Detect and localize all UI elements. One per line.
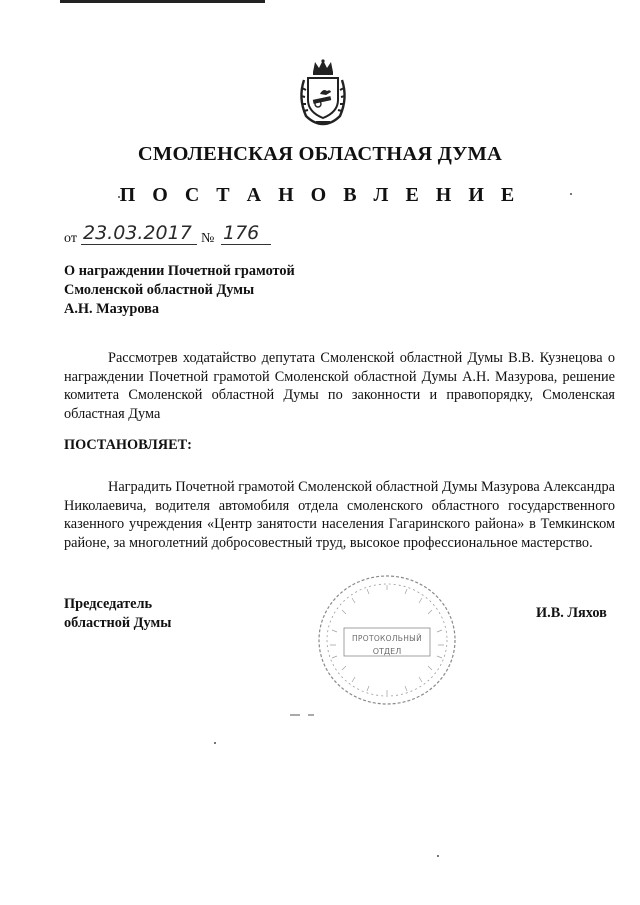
signature-scribble-icon: [288, 710, 338, 718]
date-prefix: от: [64, 231, 77, 246]
document-type-heading: П О С Т А Н О В Л Е Н И Е: [119, 184, 521, 206]
coat-of-arms-icon: [296, 58, 350, 128]
signer-position-line: Председатель: [64, 596, 153, 612]
subject-line: А.Н. Мазурова: [64, 301, 160, 317]
subject-block: [64, 262, 364, 319]
number-prefix: №: [201, 231, 215, 246]
preamble-text: Рассмотрев ходатайство депутата Смоленской областной Думы В.В. Кузнецова о награждении Почетной грамотой Смоленской областной Думы А.Н. Мазурова, решение комитета Смоленской областной Думы по законности и правопорядку, Смоленская областная Дума: [64, 350, 615, 422]
decision-text: Наградить Почетной грамотой Смоленской областной Думы Мазурова Александра Николаевича, водителя автомобиля отдела смоленского областного государственного казенного учреждения «Центр занятости населения Гагаринского района» в Темкинском районе, за многолетний добросовестный труд, высокое профессиональное мастерство.: [64, 479, 615, 551]
subject-line: Смоленской областной Думы: [64, 282, 255, 298]
scan-speck: [118, 196, 120, 198]
preamble-paragraph: [64, 349, 615, 423]
decision-paragraph: [64, 478, 615, 552]
scan-speck: [570, 193, 572, 195]
stamp-text-line: ОТДЕЛ: [372, 647, 402, 656]
signer-position: [64, 595, 171, 633]
organization-title: СМОЛЕНСКАЯ ОБЛАСТНАЯ ДУМА: [137, 143, 503, 165]
scan-edge-mark: [60, 0, 265, 3]
subject-line: О награждении Почетной грамотой: [64, 263, 295, 279]
signer-name: И.В. Ляхов: [536, 605, 607, 621]
handwritten-number: 176: [221, 222, 271, 245]
scan-speck: [214, 742, 216, 744]
scan-speck: [437, 855, 439, 857]
handwritten-date: 23.03.2017: [81, 222, 197, 245]
official-stamp: [312, 570, 462, 710]
resolves-heading: ПОСТАНОВЛЯЕТ:: [64, 437, 192, 453]
signer-position-line: областной Думы: [64, 615, 172, 631]
stamp-text-line: ПРОТОКОЛЬНЫЙ: [351, 634, 423, 643]
date-number-line: [64, 222, 304, 248]
